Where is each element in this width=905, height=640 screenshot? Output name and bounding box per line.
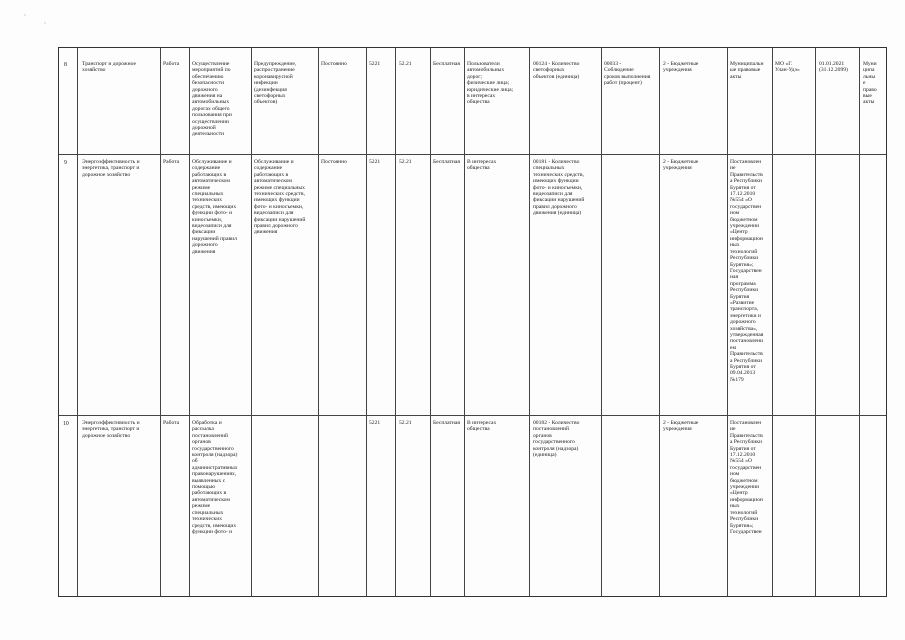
column-divider bbox=[430, 48, 431, 596]
okved-code-cell: 5221 bbox=[369, 159, 381, 165]
extra-cell: Предупреждение, распространение коронавирусной инфекции (дезинфекция светофорных объектов) bbox=[254, 61, 297, 106]
legal-acts-cell: Муниципальн ые правовые акты bbox=[730, 61, 764, 80]
consumers-cell: Пользователи автомобильных дорог; физические лица; юридические лица; в интересах общества bbox=[467, 61, 514, 106]
column-divider bbox=[601, 48, 602, 596]
extra-cell: Обслуживание и содержание работающих в автоматическом режиме специальных технических средств, имеющих функции фото- и киносъемки, видеозаписи для фиксации нарушений правил дорожного движения bbox=[254, 159, 306, 236]
sphere-cell: Энергоэффективность и энергетика, транспорт и дорожное хозяйство bbox=[82, 420, 140, 439]
payment-cell: Бесплатная bbox=[433, 420, 460, 426]
type-cell: Работа bbox=[163, 159, 180, 165]
column-divider bbox=[77, 48, 78, 596]
column-divider bbox=[659, 48, 660, 596]
row-number: 9 bbox=[64, 160, 67, 166]
municipality-cell: МО «Г. Улан-Удэ» bbox=[775, 61, 800, 74]
consumers-cell: В интересах общества bbox=[467, 420, 497, 433]
scan-mark: ʻ bbox=[44, 22, 46, 28]
institution-type-cell: 2 - Бюджетные учреждения bbox=[663, 61, 699, 74]
column-divider bbox=[160, 48, 161, 596]
acts-type-cell: Муни ципа льны е право вые акты bbox=[863, 61, 877, 106]
column-divider bbox=[251, 48, 252, 596]
column-divider bbox=[395, 48, 396, 596]
institution-type-cell: 2 - Бюджетные учреждения bbox=[663, 159, 699, 172]
column-divider bbox=[772, 48, 773, 596]
content-cell: Осуществление мероприятий по обеспечению безопасности дорожного движения на автомобильных дорогах общего пользования при осуществлении дорожной деятельности bbox=[192, 61, 232, 138]
type-cell: Работа bbox=[163, 61, 180, 67]
column-divider bbox=[529, 48, 530, 596]
okved-code-cell: 5221 bbox=[369, 420, 381, 426]
okved-code-cell: 5221 bbox=[369, 61, 381, 67]
okved-cell: 52.21 bbox=[399, 159, 412, 165]
legal-acts-cell: Постановлен ие Правительств а Республики Бурятия от 17.12.2010 №554 «О государствен ном бюджетном учреждении «Центр информацион ных технологий Республики Бурятия»; Государствен ная программа Республики Бурятия «Развитие транспорта, энергетики и дорожного хозяйства», утвержденная постановлени ем Правительств а Республики Бурятия от 09.04.2013 №179 bbox=[730, 159, 764, 383]
column-divider bbox=[727, 48, 728, 596]
content-cell: Обслуживание и содержание работающих в автоматическом режиме специальных технических средств, имеющих функции фото- и киносъемки, видеозаписи для фиксации нарушений правил дорожного движения bbox=[192, 159, 237, 255]
column-divider bbox=[189, 48, 190, 596]
okved-cell: 52.21 bbox=[399, 61, 412, 67]
row-divider bbox=[59, 415, 886, 416]
volume-indicator-cell: 00124 - Количество светофорных объектов (единица) bbox=[533, 61, 580, 80]
row-divider bbox=[59, 154, 886, 155]
sphere-cell: Энергоэффективность и энергетика, транспорт и дорожное хозяйство bbox=[82, 159, 140, 178]
period-cell: Постоянно bbox=[321, 159, 347, 165]
scan-mark: ʻ bbox=[24, 14, 26, 20]
volume-indicator-cell: 00181 - Количество специальных технических средств, имеющих функции фото- и киносъемки, видеозаписи для фиксации нарушений правил дорожного движения (единица) bbox=[533, 159, 585, 217]
column-divider bbox=[366, 48, 367, 596]
content-cell: Обработка и рассылка постановлений органов государственного контроля (надзора) об административных правонарушениях, выявленных с помощью работающих в автоматическом режиме специальных технических средств, имеющих функции фото- и bbox=[192, 420, 238, 535]
volume-indicator-cell: 00182 - Количество постановлений органов государственного контроля (надзора) (единица) bbox=[533, 420, 580, 459]
payment-cell: Бесплатная bbox=[433, 159, 460, 165]
sphere-cell: Транспорт и дорожное хозяйство bbox=[82, 61, 137, 74]
dates-cell: 01.01.2021 (31.12.2099) bbox=[819, 61, 848, 74]
services-table bbox=[58, 47, 887, 597]
column-divider bbox=[815, 48, 816, 596]
row-number: 8 bbox=[64, 62, 67, 68]
institution-type-cell: 2 - Бюджетные учреждения bbox=[663, 420, 699, 433]
type-cell: Работа bbox=[163, 420, 180, 426]
column-divider bbox=[318, 48, 319, 596]
row-number: 10 bbox=[63, 421, 69, 427]
payment-cell: Бесплатная bbox=[433, 61, 460, 67]
okved-cell: 52.21 bbox=[399, 420, 412, 426]
legal-acts-cell: Постановлен ие Правительств а Республики Бурятия от 17.12.2010 №554 «О государствен ном бюджетном учреждении «Центр информацион ных технологий Республики Бурятия»; Государствен bbox=[730, 420, 763, 535]
column-divider bbox=[464, 48, 465, 596]
consumers-cell: В интересах общества bbox=[467, 159, 497, 172]
period-cell: Постоянно bbox=[321, 61, 347, 67]
quality-indicator-cell: 00033 - Соблюдение сроков выполнения работ (процент) bbox=[604, 61, 651, 87]
column-divider bbox=[859, 48, 860, 596]
